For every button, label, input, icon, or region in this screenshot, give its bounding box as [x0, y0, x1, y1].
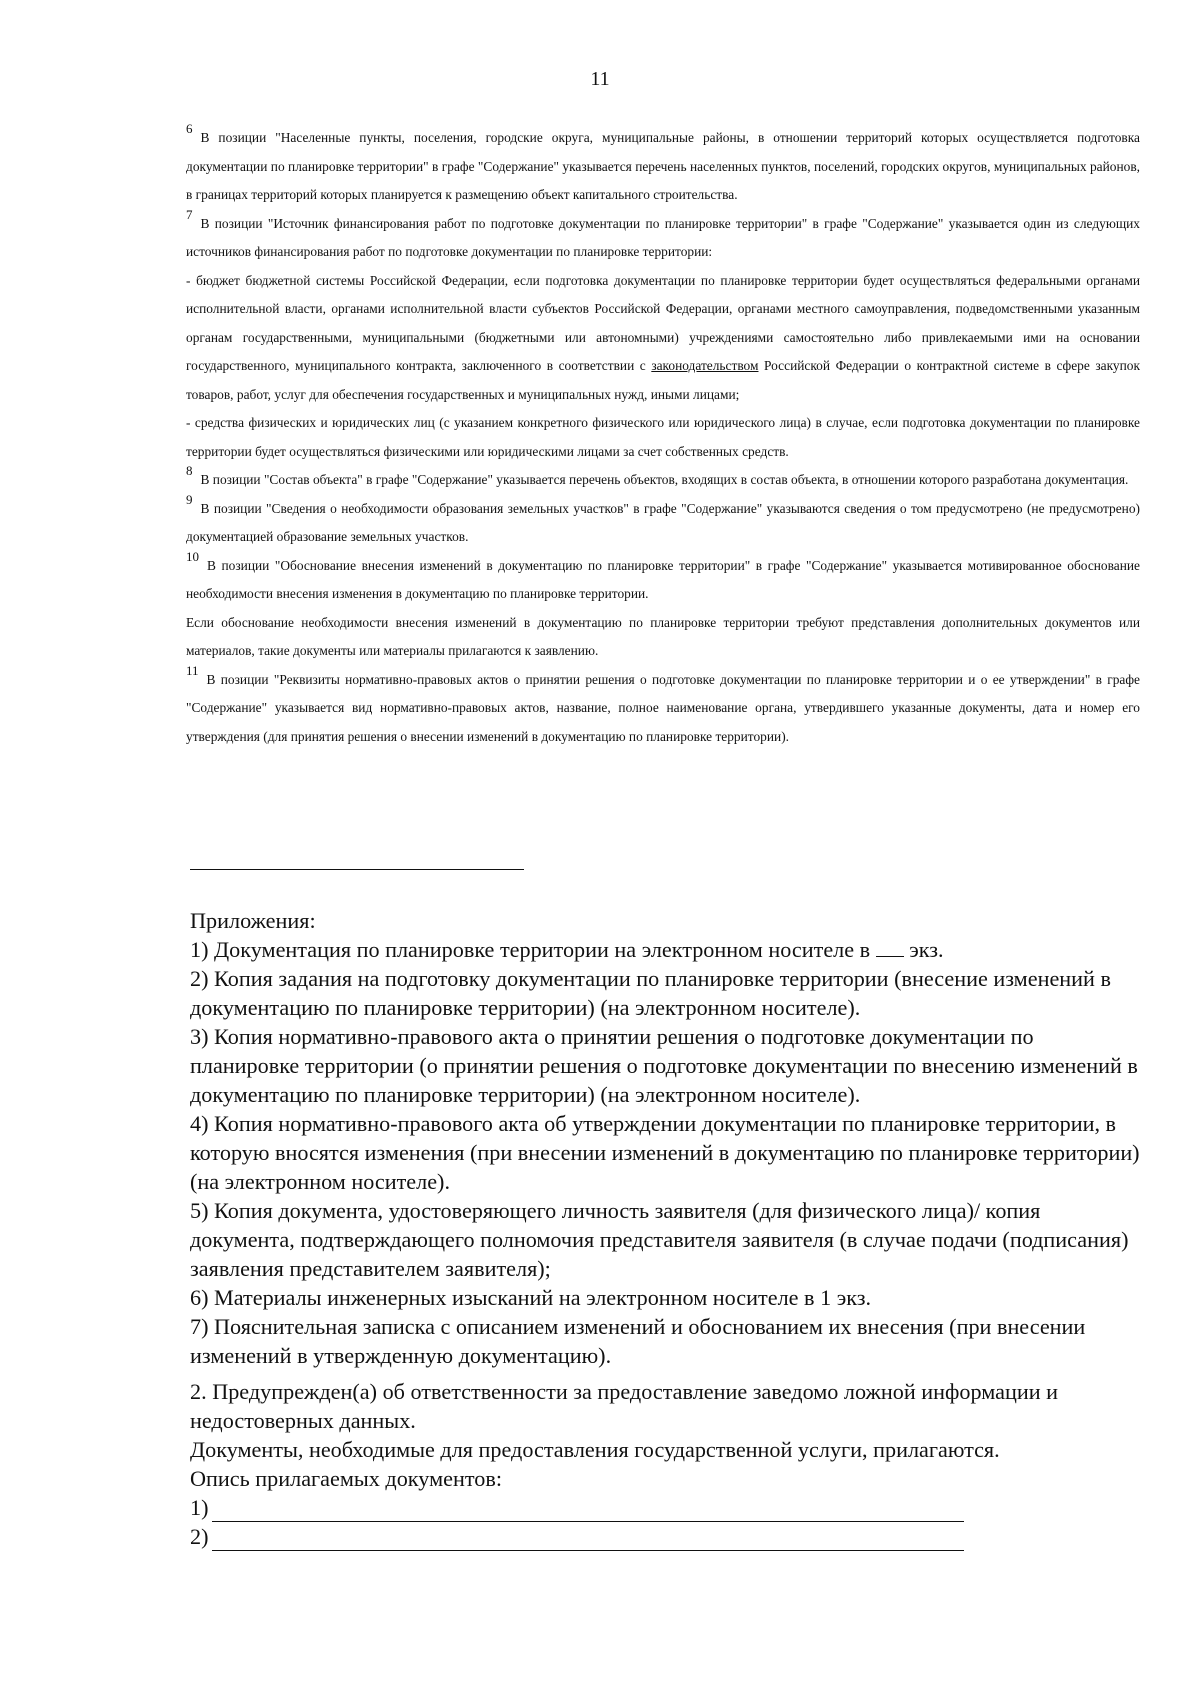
inventory-heading: Опись прилагаемых документов:: [190, 1466, 502, 1491]
footnote-7-budget-item: [186, 267, 1140, 410]
footnotes: [186, 121, 1140, 751]
inventory-line-1: 1): [190, 1493, 1140, 1522]
footnote-7: [186, 206, 1140, 267]
footnote-text: В позиции "Источник финансирования работ по подготовке документации по планировке территории" в графе "Содержание" указывается один из следующих источников финансирования работ по подготовке документации по планировке территории:: [186, 215, 1140, 259]
footnote-separator: [190, 869, 524, 870]
page-number: 11: [590, 68, 610, 90]
attachment-item-1: 1) Документация по планировке территории на электронном носителе в экз.: [190, 937, 944, 962]
inventory-line-2: 2): [190, 1522, 1140, 1551]
liability-warning: 2. Предупрежден(а) об ответственности за предоставление заведомо ложной информации и недостоверных данных.: [190, 1379, 1059, 1433]
footnote-7-private-funds-item: [186, 409, 1140, 466]
attachment-item: 7) Пояснительная записка с описанием изменений и обоснованием их внесения (при внесении изменений в утвержденную документацию).: [190, 1314, 1086, 1368]
footnote-text: В позиции "Сведения о необходимости образования земельных участков" в графе "Содержание" указываются сведения о том предусмотрено (не предусмотрено) документацией образование земельных участков.: [186, 500, 1140, 544]
footnote-mark: 6: [186, 121, 193, 136]
attachments-section: [190, 906, 1140, 1370]
footnote-mark: 7: [186, 206, 193, 222]
footnote-11: [186, 662, 1140, 752]
footnote-text: - бюджет бюджетной системы Российской Федерации, если подготовка документации по планировке территории будет осуществляться федеральными органами исполнительной власти, органами исполнительной власти субъектов Российской Федерации, органами местного самоуправления, подведомственными указанным органам государственными, муниципальными (бюджетными или автономными) учреждениями самостоятельно либо привлекаемыми ими на основании государственного, муниципального контракта, заключенного в соответствии с: [186, 272, 1140, 373]
attachment-item: 2) Копия задания на подготовку документации по планировке территории (внесение изменений в документацию по планировке территории) (на электронном носителе).: [190, 966, 1111, 1020]
attachments-heading: Приложения:: [190, 908, 316, 933]
footnote-6: [186, 121, 1140, 210]
footnote-text: В позиции "Реквизиты нормативно-правовых актов о принятии решения о подготовке документации по планировке территории и о ее утверждении" в графе "Содержание" указывается вид нормативно-правовых актов, название, полное наименование органа, утвердившего указанные документы, дата и номер его утверждения (для принятия решения о внесении изменений в документацию по планировке территории).: [186, 671, 1140, 744]
footnote-text: В позиции "Обоснование внесения изменений в документацию по планировке территории" в графе "Содержание" указывается мотивированное обоснование необходимости внесения изменения в документацию по планировке территории.: [186, 557, 1140, 601]
legislation-link[interactable]: законодательством: [651, 358, 759, 373]
attachment-item: 5) Копия документа, удостоверяющего личность заявителя (для физического лица)/ копия документа, подтверждающего полномочия представителя заявителя (в случае подачи (подписания) заявления представителем заявителя);: [190, 1198, 1129, 1281]
documents-attached-note: Документы, необходимые для предоставления государственной услуги, прилагаются.: [190, 1437, 1000, 1462]
footnote-mark: 8: [186, 463, 193, 478]
footnote-mark: 11: [186, 662, 199, 678]
footnote-text: Российской Федерации о контрактной системе в сфере закупок товаров, работ, услуг для обеспечения государственных и муниципальных нужд, иными лицами;: [186, 358, 1140, 402]
footnote-9: [186, 491, 1140, 552]
inventory-blank-field[interactable]: [212, 1526, 964, 1551]
attachment-item: 4) Копия нормативно-правового акта об утверждении документации по планировке территории, в которую вносятся изменения (при внесении изменений в документацию по планировке территории) (на электронном носителе).: [190, 1111, 1140, 1194]
footnote-mark: 9: [186, 491, 193, 507]
attachment-item: 6) Материалы инженерных изысканий на электронном носителе в 1 экз.: [190, 1285, 872, 1310]
copies-blank-field[interactable]: [876, 936, 904, 957]
footnote-8: [186, 463, 1140, 495]
footnote-text: В позиции "Состав объекта" в графе "Содержание" указывается перечень объектов, входящих в состав объекта, в отношении которого разработана документация.: [200, 472, 1129, 487]
inventory-blank-field[interactable]: [212, 1497, 964, 1522]
warning-section: [190, 1377, 1140, 1551]
footnote-10: [186, 548, 1140, 609]
footnote-text: Если обоснование необходимости внесения изменений в документацию по планировке территории требуют представления дополнительных документов или материалов, такие документы или материалы прилагаются к заявлению.: [186, 614, 1140, 658]
footnote-10-extra: [186, 609, 1140, 666]
footnote-mark: 10: [186, 548, 199, 564]
footnote-text: - средства физических и юридических лиц (с указанием конкретного физического или юридического лица) в случае, если подготовка документации по планировке территории будет осуществляться физическими или юридическими лицами за счет собственных средств.: [186, 415, 1140, 459]
attachment-item: 3) Копия нормативно-правового акта о принятии решения о подготовке документации по планировке территории (о принятии решения о подготовке документации по внесению изменений в документацию по планировке территории) (на электронном носителе).: [190, 1024, 1138, 1107]
footnote-text: В позиции "Населенные пункты, поселения, городские округа, муниципальные районы, в отношении территорий которых осуществляется подготовка документации по планировке территории" в графе "Содержание" указывается перечень населенных пунктов, поселений, городских округов, муниципальных районов, в границах территорий которых планируется к размещению объект капитального строительства.: [186, 130, 1140, 202]
